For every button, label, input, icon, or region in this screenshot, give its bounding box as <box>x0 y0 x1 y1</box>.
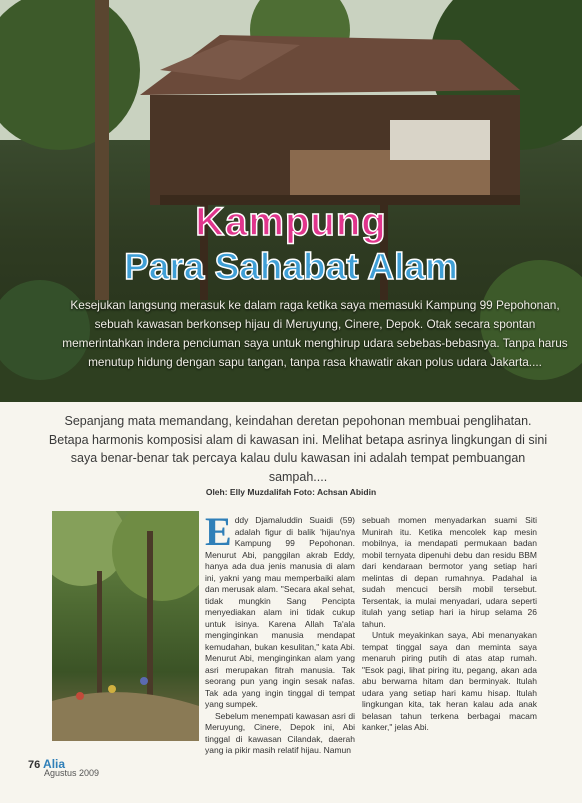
byline: Oleh: Elly Muzdalifah Foto: Achsan Abidin <box>205 487 377 497</box>
title-line-1: Kampung <box>195 200 387 244</box>
article-column-1 <box>205 509 355 757</box>
forest-illustration <box>52 511 199 741</box>
article-column-2 <box>362 515 537 734</box>
column1-paragraph2: Sebelum menempati kawasan asri di Meruyung, Cinere, Depok ini, Abi tinggal di kawasan Cilandak, daerah yang ia pikir masih relatif hijau. Namun <box>205 710 355 755</box>
intro-paragraph: Sepanjang mata memandang, keindahan deretan pepohonan membuai penglihatan. Betapa harmonis komposisi alam di kawasan ini. Melihat betapa asrinya lingkungan di sini saya benar-benar tak percaya kalau dulu kawasan ini adalah tempat pembuangan sampah.... <box>48 414 548 484</box>
column1-paragraph1: ddy Djamaluddin Suaidi (59) adalah figur di balik 'hijau'nya Kampung 99 Pepohonan. Menurut Abi, panggilan akrab Eddy, hanya ada dua jenis manusia di alam ini, yakni yang mau memperbaiki alam dan merusak alam. "Secara akal sehat, tidak mungkin Sang Pencipta menyediakan alam ini tidak cukup untuk isinya. Karena Allah Ta'ala menginginkan manusia mendapat kemudahan, bukan kesulitan," kata Abi. Menurut Abi, menginginkan alam yang asri merupakan fitrah manusia. Tak seorang pun yang ingin sesak nafas. Tak ada yang ingin tinggal di tempat yang sumpek. <box>205 515 355 709</box>
title-line-2: Para Sahabat Alam <box>124 246 458 287</box>
lead-paragraph: Kesejukan langsung merasuk ke dalam raga ketika saya memasuki Kampung 99 Pepohonan, sebuah kawasan berkonsep hijau di Meruyung, Cinere, Depok. Otak secara spontan memerintahkan indera penciuman saya untuk menghirup udara sebebas-bebasnya. Tanpa harus menutup hidung dengan sapu tangan, tanpa rasa khawatir akan polus udara Jakarta.... <box>62 298 568 369</box>
page-number: 76 <box>28 759 41 771</box>
issue-date: Agustus 2009 <box>44 768 100 778</box>
article-photo <box>52 511 199 741</box>
magazine-name: Alia <box>43 757 66 771</box>
column2-paragraph2: Untuk meyakinkan saya, Abi menanyakan tempat tinggal saya dan meminta saya menaruh piring putih di atas atap rumah. "Esok pagi, lihat piring itu, pegang, akan ada abu berwarna hitam dan berminyak. Itulah udara yang setiap hari kamu hisap. Itulah lingkungan kita, tak heran kalau ada anak belasan tahun terkena berbagai macam kanker," jelas Abi. <box>362 630 537 732</box>
column2-paragraph1: sebuah momen menyadarkan suami Siti Munirah itu. Ketika mencolek kap mesin mobilnya, ia mendapati permukaan badan mobil ternyata dipenuhi debu dan residu BBM dari kendaraan bermotor yang setiap hari melintas di depan rumahnya. Padahal ia sudah mencuci bersih mobil tersebut. Tersentak, ia mulai menyadari, udara seperti itulah yang setiap hari ia hirup selama 26 tahun. <box>362 515 537 629</box>
drop-cap: E <box>205 509 232 554</box>
